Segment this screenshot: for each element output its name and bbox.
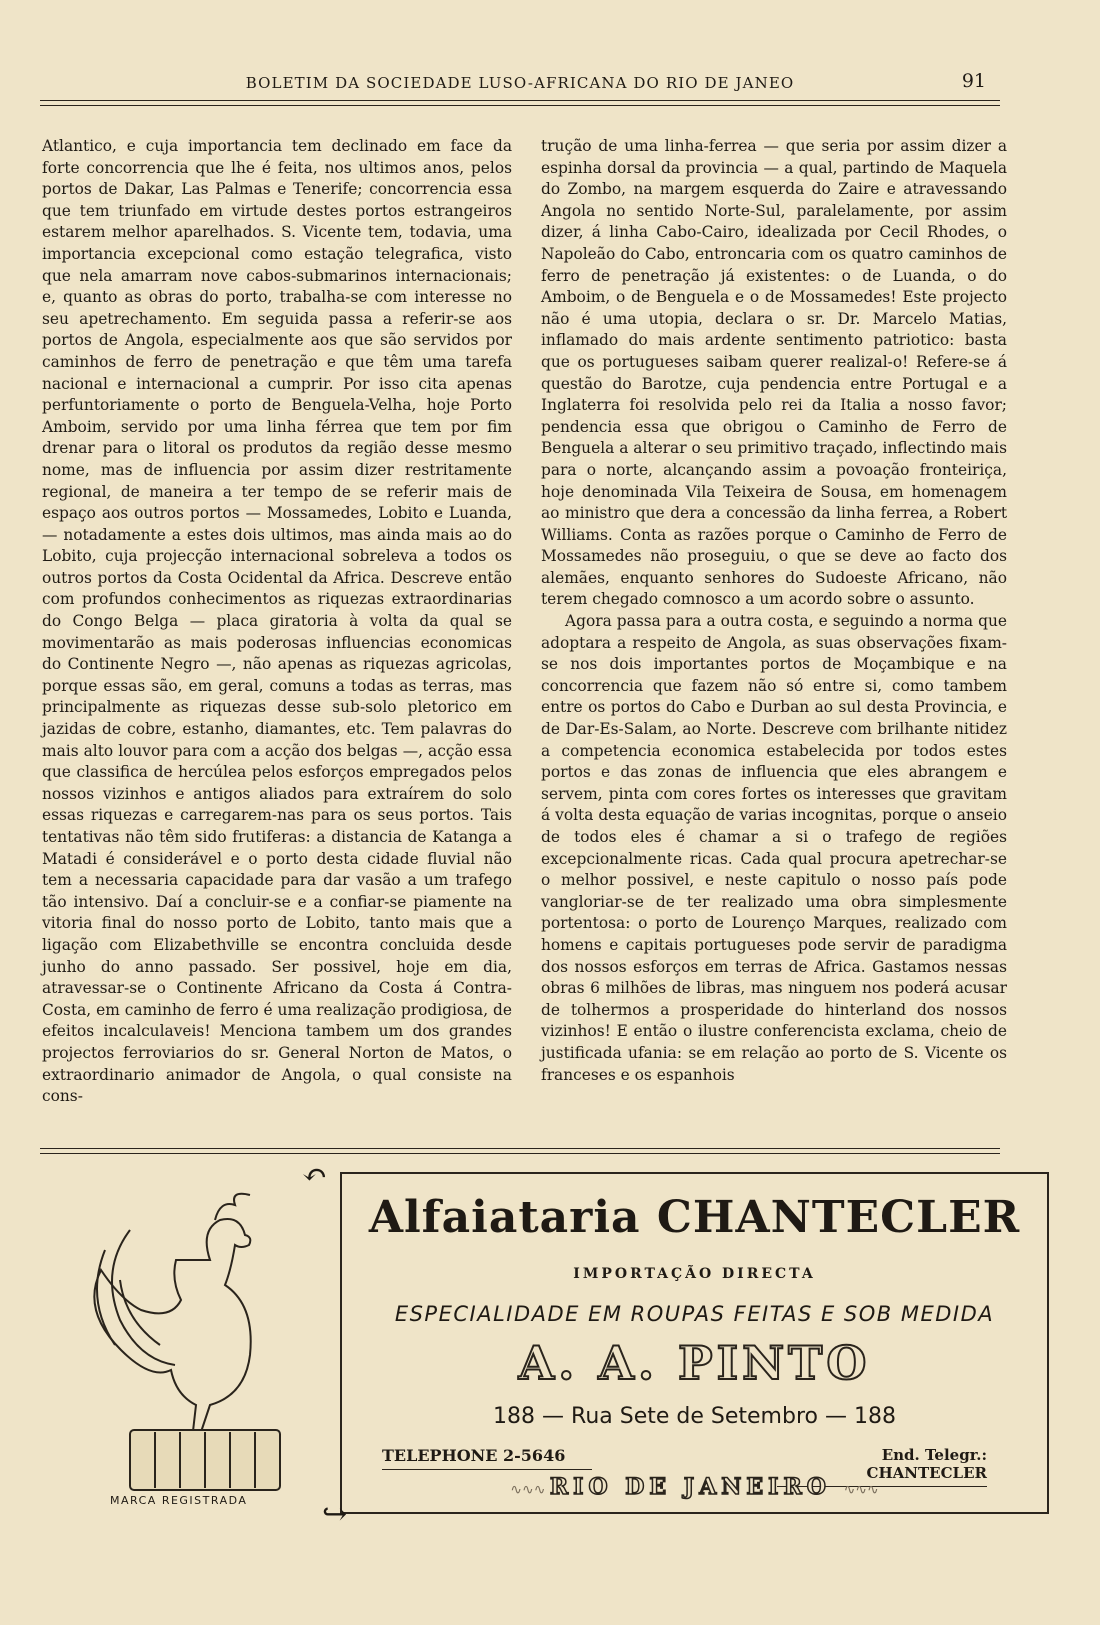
ad-frame: [302, 1158, 1049, 1532]
flourish-icon: ↶: [302, 1158, 328, 1193]
ad-import-line: IMPORTAÇÃO DIRECTA: [573, 1266, 816, 1282]
ad-address: 188 — Rua Sete de Setembro — 188: [493, 1404, 896, 1429]
ad-separator-rule: [40, 1148, 1000, 1154]
rooster-on-books-illustration: [60, 1170, 300, 1500]
wave-ornament-icon: ∿∿∿: [510, 1482, 550, 1498]
brand-caption: MARCA REGISTRADA: [110, 1494, 248, 1507]
article-paragraph: trução de uma linha-ferrea — que seria por assim dizer a espinha dorsal da provincia — a qual, partindo de Maquela do Zombo, na margem esquerda do Zaire e atravessando Angola no sentido Norte-Sul, paralelamente, por assim dizer, á linha Cabo-Cairo, idealizada por Cecil Rhodes, o Napoleão do Cabo, entroncaria com os quatro caminhos de ferro de penetração já existentes: o de Luanda, o do Amboim, o de Benguela e o de Mossamedes! Este projecto não é uma utopia, declara o sr. Dr. Marcelo Matias, inflamado do mais ardente sentimento patriotico: basta que os portugueses saibam querer realizal-o! Refere-se á questão do Barotze, cuja pendencia entre Portugal e a Inglaterra foi resolvida pelo rei da Italia a nosso favor; pendencia essa que obrigou o Caminho de Ferro de Benguela a alterar o seu primitivo traçado, inflectindo mais para o norte, alcançando assim a povoação fronteiriça, hoje denominada Vila Teixeira de Sousa, em homenagem ao ministro que dera a concessão da linha ferrea, a Robert Williams. Conta as razões porque o Caminho de Ferro de Mossamedes não proseguiu, o que se deve ao facto dos alemães, enquanto senhores do Sudoeste Africano, não terem chegado comnosco a um acordo sobre o assunto.: [541, 137, 1007, 609]
ad-city-line: [342, 1474, 1047, 1500]
advertisement: [40, 1158, 1021, 1532]
page-number: 91: [961, 70, 986, 92]
ad-telephone: TELEPHONE 2-5646: [382, 1446, 592, 1470]
ad-telegraph: End. Telegr.: CHANTECLER: [777, 1446, 987, 1487]
flourish-icon: ↪: [322, 1497, 348, 1532]
page-header: [40, 70, 1000, 98]
ad-specialty: ESPECIALIDADE EM ROUPAS FEITAS E SOB MEDIDA: [394, 1302, 995, 1326]
ad-city: RIO DE JANEIRO: [549, 1474, 831, 1500]
wave-ornament-icon: ∿∿∿: [843, 1482, 879, 1498]
ad-business-name: Alfaiataria CHANTECLER: [368, 1192, 1021, 1243]
ad-owner: A. A. PINTO: [518, 1336, 871, 1390]
article-right-column: [541, 136, 1007, 1086]
article-paragraph: Atlantico, e cuja importancia tem declinado em face da forte concorrencia que lhe é feita, nos ultimos anos, pelos portos de Dakar, Las Palmas e Tenerife; concorrencia essa que tem triunfado em virtude destes portos estrangeiros estarem melhor aparelhados. S. Vicente tem, todavia, uma importancia excepcional como estação telegrafica, visto que nela amarram nove cabos-submarinos internacionais; e, quanto as obras do porto, trabalha-se com interesse no seu apetrechamento. Em seguida passa a referir-se aos portos de Angola, especialmente aos que são servidos por caminhos de ferro de penetração e que têm uma tarefa nacional e internacional a cumprir. Por isso cita apenas perfuntoriamente o porto de Benguela-Velha, hoje Porto Amboim, servido por uma linha férrea que tem por fim drenar para o litoral os produtos da região desse mesmo nome, mas de influencia por assim dizer restritamente regional, de maneira a ter tempo de se referir mais de espaço aos outros portos — Mossamedes, Lobito e Luanda, — notadamente a estes dois ultimos, mas ainda mais ao do Lobito, cuja projecção internacional sobreleva a todos os outros portos da Costa Ocidental da Africa. Descreve então com profundos conhecimentos as riquezas extraordinarias do Congo Belga — placa giratoria à volta da qual se movimentarão as mais poderosas influencias economicas do Continente Negro —, não apenas as riquezas agricolas, porque essas são, em geral, comuns a todas as terras, mas principalmente as riquezas desse sub-solo pletorico em jazidas de cobre, estanho, diamantes, etc. Tem palavras do mais alto louvor para com a acção dos belgas —, acção essa que classifica de hercúlea pelos esforços empregados pelos nossos vizinhos e antigos aliados para extraírem do solo essas riquezas e carregarem-nas para os seus portos. Tais tentativas não têm sido frutiferas: a distancia de Katanga a Matadi é considerável e o porto desta cidade fluvial não tem a necessaria capacidade para dar vasão a um trafego tão intensivo. Daí a concluir-se e a confiar-se piamente na vitoria final do nosso porto de Lobito, tanto mais que a ligação com Elizabethville se encontra concluida desde junho do anno passado. Ser possivel, hoje em dia, atravessar-se o Continente Africano da Costa á Contra-Costa, em caminho de ferro é uma realização prodigiosa, de efeitos incalculaveis! Menciona tambem um dos grandes projectos ferroviarios do sr. General Norton de Matos, o extraordinario animador de Angola, o qual consiste na cons-: [42, 137, 512, 1106]
article-left-column: [42, 136, 512, 1108]
header-rule: [40, 100, 1000, 106]
article-paragraph: Agora passa para a outra costa, e seguindo a norma que adoptara a respeito de Angola, as suas observações fixam-se nos dois importantes portos de Moçambique e na concorrencia que fazem não só entre si, como tambem entre os portos do Cabo e Durban ao sul desta Provincia, e de Dar-Es-Salam, ao Norte. Descreve com brilhante nitidez a competencia economica estabelecida por todos estes portos e das zonas de influencia que eles abrangem e servem, pinta com cores fortes os interesses que gravitam á volta desta equação de varias incognitas, porque o anseio de todos eles é chamar a si o trafego de regiões excepcionalmente ricas. Cada qual procura apetrechar-se o melhor possivel, e neste capitulo o nosso país pode vangloriar-se de ter realizado uma obra simplesmente portentosa: o porto de Lourenço Marques, realizado com homens e capitais portugueses pode servir de paradigma dos nossos esforços em terras de Africa. Gastamos nessas obras 6 milhões de libras, mas ninguem nos poderá acusar de tolhermos a prosperidade do hinterland dos nossos vizinhos! E então o ilustre conferencista exclama, cheio de justificada ufania: se em relação ao porto de S. Vicente os franceses e os espanhois: [541, 612, 1007, 1084]
journal-title: BOLETIM DA SOCIEDADE LUSO-AFRICANA DO RIO DE JANEO: [245, 74, 795, 92]
